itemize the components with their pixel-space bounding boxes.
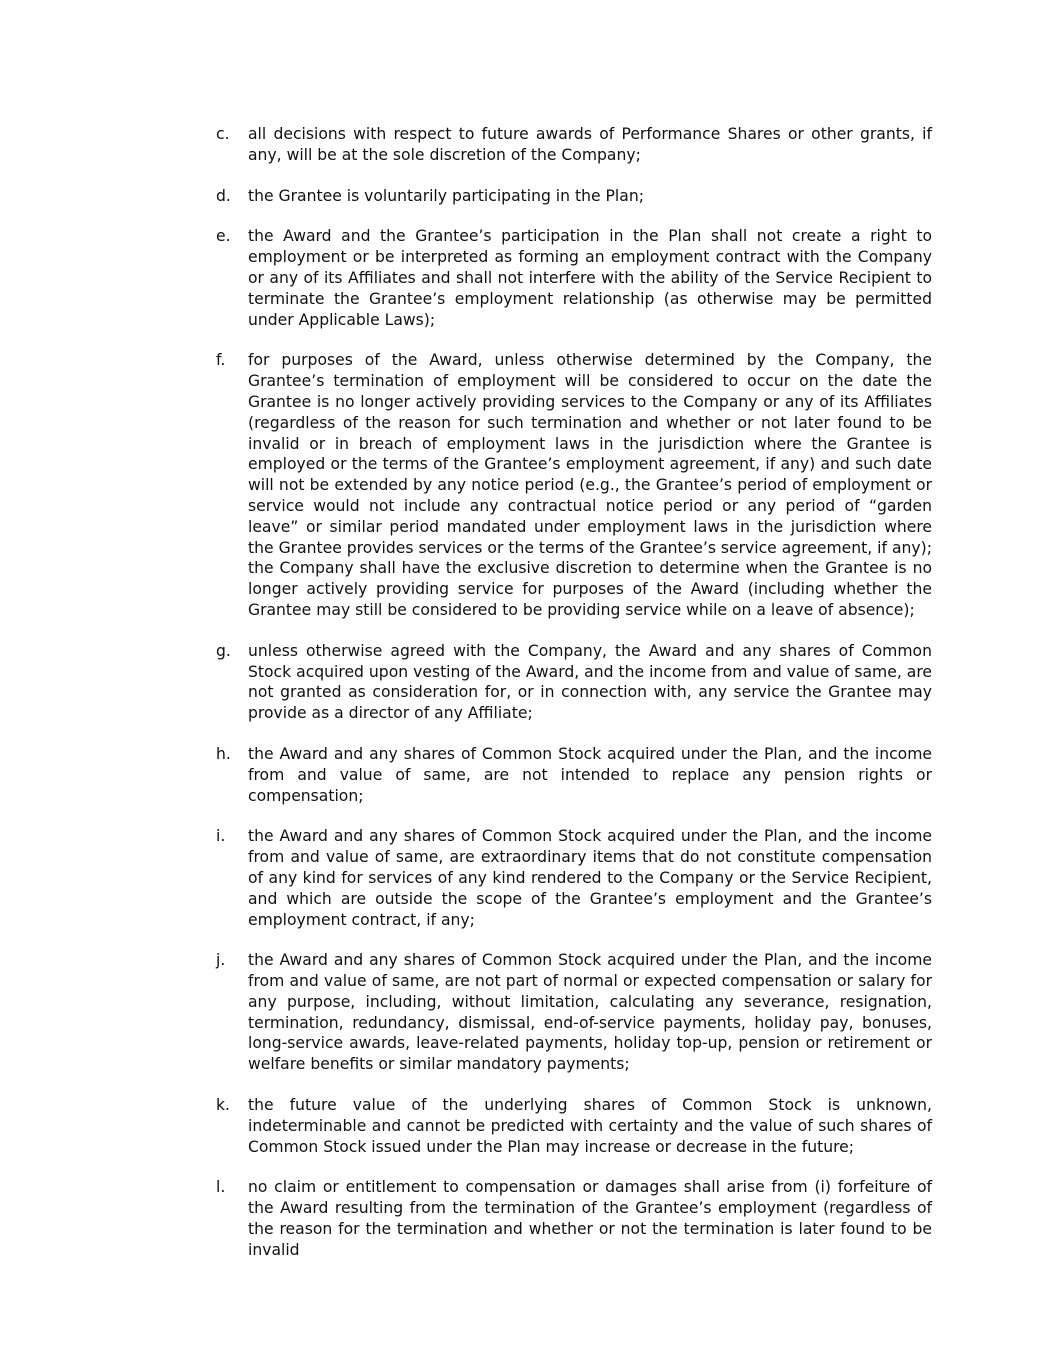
clause-letter: k.: [216, 1096, 230, 1115]
clause-text: no claim or entitlement to compensation or damages shall arise from (i) forfeiture of the Award resulting from the termination of the Grantee’s employment (regardless of the reason for the termination and whether or not the termination is later found to be invalid: [248, 1178, 932, 1259]
clause-j: [216, 950, 932, 1075]
clause-letter: g.: [216, 641, 231, 660]
clause-text: for purposes of the Award, unless otherwise determined by the Company, the Grantee’s termination of employment will be considered to occur on the date the Grantee is no longer actively providing services to the Company or any of its Affiliates (regardless of the reason for such termination and whether or not later found to be invalid or in breach of employment laws in the jurisdiction where the Grantee is employed or the terms of the Grantee’s employment agreement, if any) and such date will not be extended by any notice period (e.g., the Grantee’s period of employment or service would not include any contractual notice period or any period of “garden leave” or similar period mandated under employment laws in the jurisdiction where the Grantee provides services or the terms of the Grantee’s service agreement, if any); the Company shall have the exclusive discretion to determine when the Grantee is no longer actively providing service for purposes of the Award (including whether the Grantee may still be considered to be providing service while on a leave of absence);: [248, 351, 932, 619]
clause-letter: i.: [216, 827, 226, 846]
clause-d: [216, 186, 932, 207]
clause-letter: f.: [216, 351, 226, 370]
clause-text: the Award and any shares of Common Stock acquired under the Plan, and the income from and value of same, are extraordinary items that do not constitute compensation of any kind for services of any kind rendered to the Company or the Service Recipient, and which are outside the scope of the Grantee’s employment and the Grantee’s employment contract, if any;: [248, 827, 932, 929]
clause-h: [216, 744, 932, 806]
clause-k: [216, 1095, 932, 1157]
clause-letter: e.: [216, 227, 231, 246]
clause-g: [216, 641, 932, 724]
clause-c: [216, 124, 932, 166]
clause-f: [216, 350, 932, 620]
clause-text: the Award and any shares of Common Stock acquired under the Plan, and the income from and value of same, are not intended to replace any pension rights or compensation;: [248, 744, 932, 805]
clause-e: [216, 226, 932, 330]
clause-text: the Award and the Grantee’s participation in the Plan shall not create a right to employment or be interpreted as forming an employment contract with the Company or any of its Affiliates and shall not interfere with the ability of the Service Recipient to terminate the Grantee’s employment relationship (as otherwise may be permitted under Applicable Laws);: [248, 227, 932, 329]
clause-letter: j.: [216, 951, 226, 970]
clause-text: the Grantee is voluntarily participating in the Plan;: [248, 186, 644, 205]
clause-list: [216, 124, 932, 1281]
clause-text: all decisions with respect to future awards of Performance Shares or other grants, if any, will be at the sole discretion of the Company;: [248, 125, 932, 164]
clause-text: the future value of the underlying shares of Common Stock is unknown, indeterminable and cannot be predicted with certainty and the value of such shares of Common Stock issued under the Plan may increase or decrease in the future;: [248, 1096, 932, 1156]
clause-i: [216, 826, 932, 930]
clause-l: [216, 1177, 932, 1260]
clause-letter: d.: [216, 186, 231, 205]
clause-letter: c.: [216, 125, 230, 143]
clause-letter: l.: [216, 1178, 226, 1197]
clause-text: the Award and any shares of Common Stock acquired under the Plan, and the income from and value of same, are not part of normal or expected compensation or salary for any purpose, including, without limitation, calculating any severance, resignation, termination, redundancy, dismissal, end-of-service payments, holiday pay, bonuses, long-service awards, leave-related payments, holiday top-up, pension or retirement or welfare benefits or similar mandatory payments;: [248, 951, 932, 1074]
clause-text: unless otherwise agreed with the Company, the Award and any shares of Common Stock acquired upon vesting of the Award, and the income from and value of same, are not granted as consideration for, or in connection with, any service the Grantee may provide as a director of any Affiliate;: [248, 641, 932, 723]
clause-letter: h.: [216, 744, 231, 763]
